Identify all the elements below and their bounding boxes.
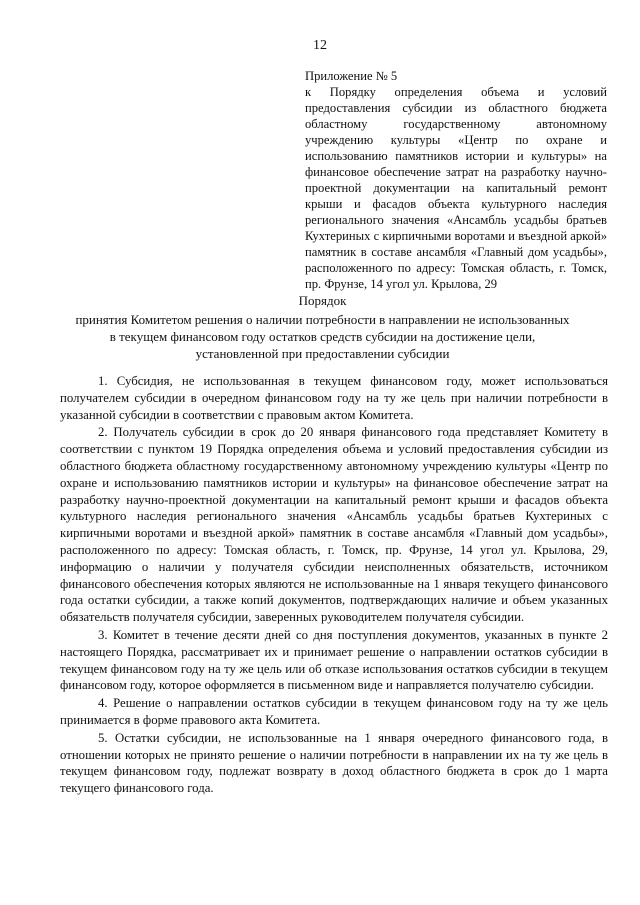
document-body: [60, 373, 608, 798]
paragraph-1: 1. Субсидия, не использованная в текущем финансовом году, может использоваться получателем субсидии в очередном финансовом году на ту же цель при наличии потребности в указанной субсидии в соответствии с правовым актом Комитета.: [60, 374, 608, 422]
paragraph-4: 4. Решение о направлении остатков субсидии в текущем финансовом году на ту же цель принимается в форме правового акта Комитета.: [60, 696, 608, 727]
paragraph-3: 3. Комитет в течение десяти дней со дня поступления документов, указанных в пункте 2 настоящего Порядка, рассматривает их и принимает решение о направлении остатков субсидии в текущем финансовом году на ту же цель или об отказе использования остатков субсидии в текущем финансовом году, которое оформляется в письменном виде и направляется получателю субсидии.: [60, 627, 608, 693]
appendix-text: к Порядку определения объема и условий предоставления субсидии из областного бюджета областному государственному автономному учреждению культуры «Центр по охране и использованию памятников истории и культуры» на финансовое обеспечение затрат на разработку научно-проектной документации на капитальный ремонт крыши и фасадов объекта культурного наследия регионального значения «Ансамбль усадьбы братьев Кухтериных с кирпичными воротами и въездной аркой» памятник в составе ансамбля «Главный дом усадьбы», расположенного по адресу: Томская область, г. Томск, пр. Фрунзе, 14 угол ул. Крылова, 29: [305, 85, 607, 291]
title-line-1: принятия Комитетом решения о наличии потребности в направлении не использованных: [75, 312, 570, 327]
appendix-block: [305, 68, 607, 292]
title-line-3: установленной при предоставлении субсидии: [195, 346, 450, 361]
document-title: [40, 292, 605, 362]
title-line-2: в текущем финансовом году остатков средств субсидии на достижение цели,: [109, 329, 536, 344]
appendix-title: Приложение № 5: [305, 69, 398, 83]
title-main: Порядок: [298, 293, 347, 308]
paragraph-5: 5. Остатки субсидии, не использованные на 1 января очередного финансового года, в отношении которых не принято решение о наличии потребности в направлении их на ту же цель в текущем финансовом году, подлежат возврату в доход областного бюджета в срок до 1 марта текущего финансового года.: [60, 730, 608, 796]
page-number: 12: [313, 38, 327, 53]
paragraph-2: 2. Получатель субсидии в срок до 20 января финансового года представляет Комитету в соответствии с пунктом 19 Порядка определения объема и условий предоставления субсидии из областного бюджета областному государственному автономному учреждению культуры «Центр по охране и использованию памятников истории и культуры» на финансовое обеспечение затрат на разработку научно-проектной документации на капитальный ремонт крыши и фасадов объекта культурного наследия регионального значения «Ансамбль усадьбы братьев Кухтериных с кирпичными воротами и въездной аркой» памятник в составе ансамбля «Главный дом усадьбы», расположенного по адресу: Томская область, г. Томск, пр. Фрунзе, 14 угол ул. Крылова, 29, информацию о наличии у получателя субсидии неисполненных обязательств, источником финансового обеспечения которых являются не использованные на 1 января текущего финансового года остатки субсидии, а также копий документов, подтверждающих наличие и объем указанных обязательств получателя субсидии, заверенных руководителем получателя субсидии.: [60, 425, 608, 625]
